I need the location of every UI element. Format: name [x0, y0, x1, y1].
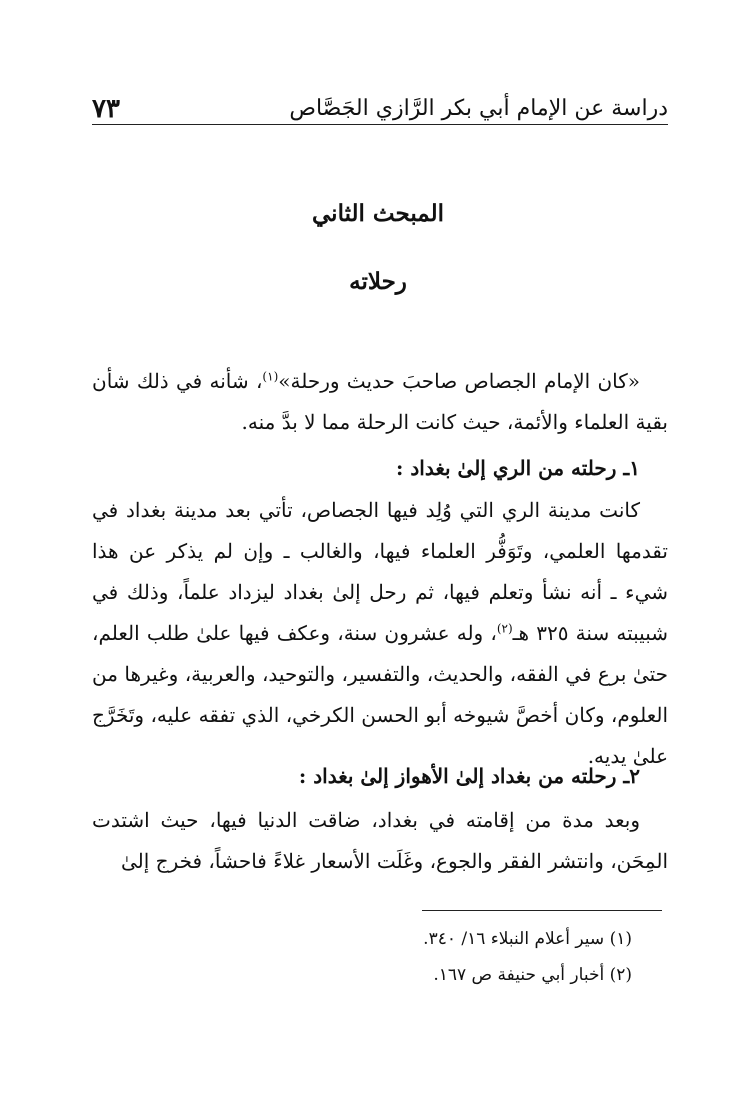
intro-paragraph	[92, 361, 668, 443]
footnote-ref-1: (١)	[262, 369, 279, 384]
footnote-2: (٢) أخبار أبي حنيفة ص ١٦٧.	[433, 965, 632, 985]
running-title: دراسة عن الإمام أبي بكر الرَّازي الجَصَّاص	[289, 96, 668, 121]
section-subtitle: رحلاته	[349, 268, 407, 295]
intro-quote: «كان الإمام الجصاص صاحبَ حديث ورحلة»	[278, 369, 641, 393]
journey-1-text-b: ، وله عشرون سنة، وعكف فيها علىٰ طلب العلم، حتىٰ برع في الفقه، والحديث، والتفسير، والتوحيد، والعربية، وغيرها من العلوم، وكان أخصَّ شيوخه أبو الحسن الكرخي، الذي تفقه عليه، وتَخَرَّج علىٰ يديه.	[92, 621, 668, 768]
journey-heading-2: ٢ـ رحلته من بغداد إلىٰ الأهواز إلىٰ بغداد :	[298, 764, 640, 788]
journey-1-text-a: كانت مدينة الري التي وُلِد فيها الجصاص، تأتي بعد مدينة بغداد في تقدمها العلمي، وتَوَفُّر العلماء فيها، والغالب ـ وإن لم يذكر عن هذا شيء ـ أنه نشأ وتعلم فيها، ثم رحل إلىٰ بغداد ليزداد علماً، وذلك في شبيبته سنة ٣٢٥ هـ	[92, 498, 668, 645]
footnotes	[92, 921, 668, 993]
footnote-ref-2: (٢)	[496, 621, 513, 636]
section-title: المبحث الثاني	[312, 200, 444, 227]
footnote-divider	[422, 910, 662, 911]
header-divider	[92, 124, 668, 125]
journey-paragraph-1	[92, 490, 668, 777]
journey-heading-1: ١ـ رحلته من الري إلىٰ بغداد :	[396, 456, 640, 480]
running-header	[92, 84, 668, 124]
intro-rest: ، شأنه في ذلك شأن بقية العلماء والأئمة، حيث كانت الرحلة مما لا بدَّ منه.	[92, 369, 668, 434]
journey-paragraph-2: وبعد مدة من إقامته في بغداد، ضاقت الدنيا فيها، حيث اشتدت المِحَن، وانتشر الفقر والجوع، وغَلَت الأسعار غلاءً فاحشاً، فخرج إلىٰ	[92, 808, 668, 873]
page-number: ٧٣	[92, 94, 120, 124]
footnote-1: (١) سير أعلام النبلاء ١٦/ ٣٤٠.	[423, 929, 632, 949]
